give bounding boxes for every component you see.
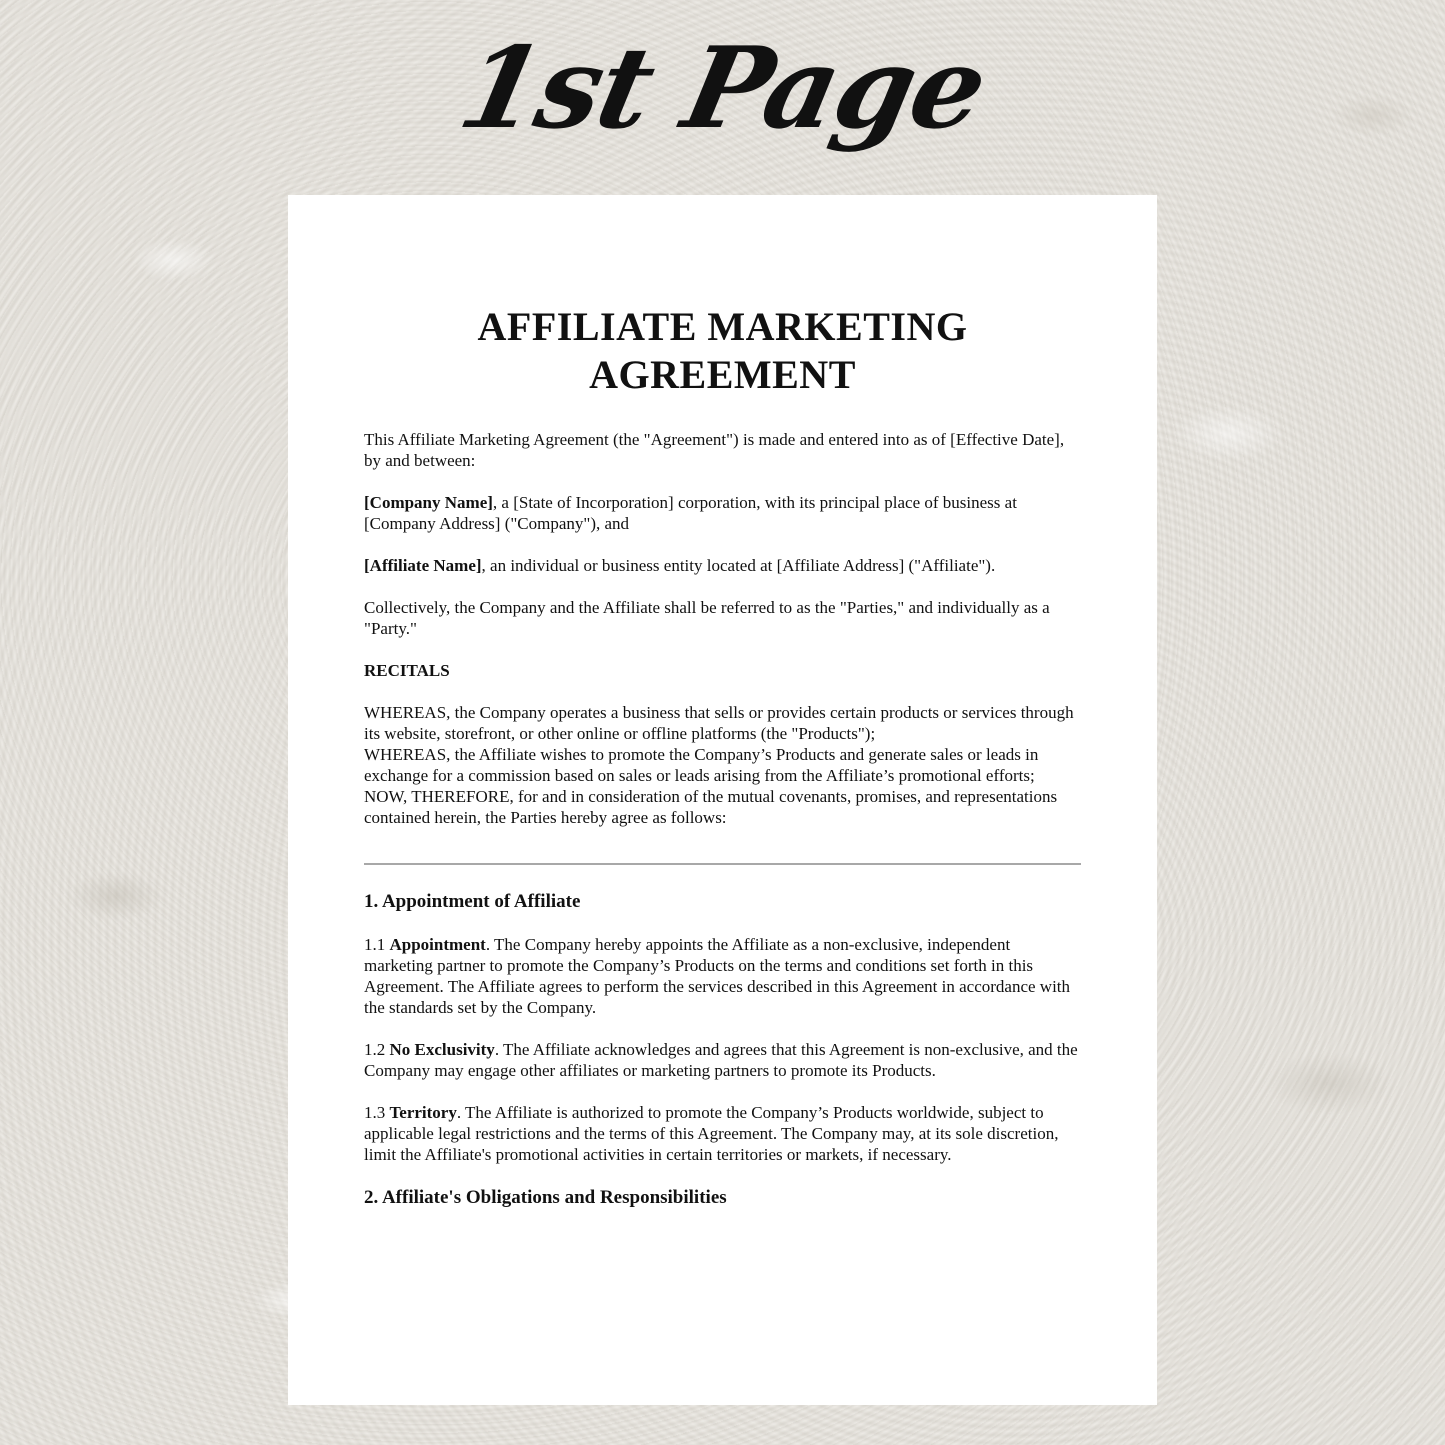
company-name: [Company Name]: [364, 493, 493, 512]
clause-number: 1.3: [364, 1103, 390, 1122]
clause-text: . The Company hereby appoints the Affiliate as a non-exclusive, independent marketing partner to promote the Company’s Products on the terms and conditions set forth in this Agreement. The Affiliate agrees to perform the services described in this Agreement in accordance with the standards set by the Company.: [364, 935, 1071, 1017]
clause-1-1: [364, 934, 1081, 1018]
section-1-heading: 1. Appointment of Affiliate: [364, 891, 581, 912]
clause-term: No Exclusivity: [389, 1040, 495, 1059]
banner-title: 1st Page: [449, 23, 997, 154]
recitals-heading: RECITALS: [364, 661, 450, 680]
recital-whereas-2: WHEREAS, the Affiliate wishes to promote the Company’s Products and generate sales or leads in exchange for a commission based on sales or leads arising from the Affiliate’s promotional efforts;: [364, 745, 1039, 785]
document-title: [364, 303, 1081, 399]
clause-number: 1.1: [364, 935, 390, 954]
recital-now-therefore: NOW, THEREFORE, for and in consideration of the mutual covenants, promises, and representations contained herein, the Parties hereby agree as follows:: [364, 787, 1058, 827]
intro-paragraph: This Affiliate Marketing Agreement (the "Agreement") is made and entered into as of [Effective Date], by and between:: [364, 430, 1065, 470]
clause-1-2: [364, 1039, 1081, 1081]
clause-term: Appointment: [389, 935, 486, 954]
affiliate-name: [Affiliate Name]: [364, 556, 482, 575]
recital-whereas-1: WHEREAS, the Company operates a business that sells or provides certain products or services through its website, storefront, or other online or offline platforms (the "Products");: [364, 703, 1074, 743]
clause-1-3: [364, 1102, 1081, 1165]
collectively-paragraph: Collectively, the Company and the Affiliate shall be referred to as the "Parties," and individually as a "Party.": [364, 598, 1050, 638]
affiliate-party-paragraph: [364, 555, 1081, 576]
clause-text: . The Affiliate acknowledges and agrees that this Agreement is non-exclusive, and the Company may engage other affiliates or marketing partners to promote its Products.: [364, 1040, 1078, 1080]
document-page: [288, 195, 1157, 1405]
title-line-1: AFFILIATE MARKETING: [477, 304, 968, 349]
affiliate-party-text: , an individual or business entity located at [Affiliate Address] ("Affiliate").: [481, 556, 996, 575]
company-party-text: , a [State of Incorporation] corporation, with its principal place of business at [Company Address] ("Company"), and: [364, 493, 1017, 533]
section-2-heading: 2. Affiliate's Obligations and Responsibilities: [364, 1187, 727, 1208]
title-line-2: AGREEMENT: [589, 352, 856, 397]
section-divider: [364, 863, 1081, 865]
clause-number: 1.2: [364, 1040, 390, 1059]
company-party-paragraph: [364, 492, 1081, 534]
clause-text: . The Affiliate is authorized to promote the Company’s Products worldwide, subject to applicable legal restrictions and the terms of this Agreement. The Company may, at its sole discretion, limit the Affiliate's promotional activities in certain territories or markets, if necessary.: [364, 1103, 1059, 1164]
clause-term: Territory: [389, 1103, 457, 1122]
